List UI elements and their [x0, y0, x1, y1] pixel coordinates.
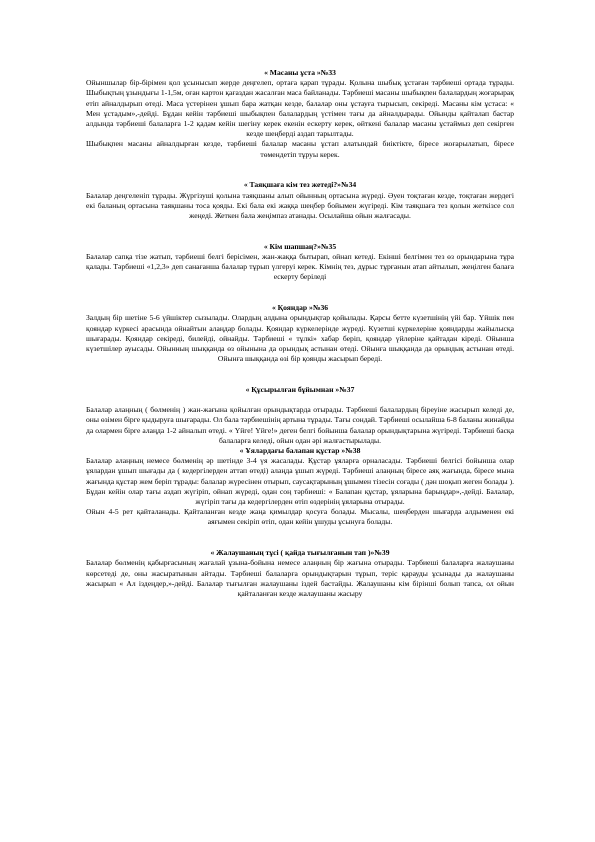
section-title: « Кім шапшаң?»№35: [263, 241, 337, 251]
section-game-39: [86, 548, 514, 599]
section-paragraph: Ойыншылар бір-бірімен қол ұсынысып жерде деңгелеп, ортаға қарап тұрады. Қолына шыбық ұстаған тәрбиеші ортада тұрады. Шыбықтың ұзындығы 1-1,5м, оған картон қағаздан жасалған маса байланады. Тәрбиеші масаны шыбықпен балалардың жоғарырақ етіп айналдырып өтеді. Маса үстерінен ұшып бара жатқан кезде, балалар оны ұстауға тырысып, секіреді. Масаны кім ұстаса: « Мен ұстадым»,-дейді. Бұдан кейін тәрбиеші шыбықпен балалардың үстімен тағы да айналдырады. Ойынды қайталап бастар алдында тәрбиеші балаларға 1-2 қадам кейін шегіну керек екенін ескерту керек, өйткені балалар масаны ұстаймыз деп секірген кезде шеңберді аздап тарылтады.: [86, 78, 514, 139]
section-paragraph: Балалар алаңның ( бөлменің ) жан-жағына қойылған орындықтарда отырады. Тәрбиеші балалардың біреуіне жасырып келеді де, оны өзімен бірге қыдыруға шығарады. Ол бала тәрбиешінің артына тұрады. Тағы сондай. Тәрбиеші осылайша 6-8 баланы жинайды да олармен бірге алаңда 1-2 айналып өтеді. « Үйге! Үйге!» деген белгі бойынша балалар орындықтарына жүгіреді. Тәрбиеші басқа балаларға келеді, ойын одан әрі жалғастырылады.: [86, 405, 514, 445]
section-title: « Құсырылған бұйымнан »№37: [245, 385, 355, 395]
section-paragraph: Залдың бір шетіне 5-6 үйшіктер сызылады. Олардың алдына орындықтар қойылады. Қарсы бетте күзетшінің үйі бар. Үйшік пен қояндар күркесі арасында ойнайтын алаңдар болады. Қояндар күркелерінде жүреді. Күзетші күркелеріне қояндарды жайылысқа шығарады. Қояндар секіреді, билейді, ойнайды. Тәрбиеші « тұлкі» хабар беріп, қояндар үйлеріне қайтадан кіреді. Ойынша күзетшілер ауысады. Ойынның шыққанда өз ойынына да орындық астынан өтеді. Ойынға шыққанда да орындық астынан өтеді. Ойынға шыққанда өзі бір қоянды жасырып береді.: [86, 313, 514, 364]
section-paragraph: Балалар сапқа тізе жатып, тәрбиеші белгі берісімен, жан-жаққа бытырап, ойнап кетеді. Екінші белгімен тез өз орындарына тұра қалады. Тәрбиеші «1,2,3» деп санағанша балалар тұрып үлгеруі керек. Кімнің тез, дұрыс тұрғанын атап айтылып, жеңілген балаға ескерту беріледі: [86, 252, 514, 282]
section-paragraph: Балалар деңгеленіп тұрады. Жүргізуші қолына таяқшаны алып ойынның ортасына жүреді. Әуен тоқтаған кезде, тоқтаған жердегі екі баланың ортасына таяқшаны тоса қояды. Екі бала екі жаққа шеңбер бойымен жүгіреді. Кім таяқшаға тез қолын жеткізсе сол жеңеді. Жеткен бала жеңімпаз атанады. Осылайша ойын жалғасады.: [86, 190, 514, 221]
section-paragraph: Ойын 4-5 рет қайталанады. Қайталанған кезде жаңа қимылдар қосуға болады. Мысалы, шеңберден шығарда алдыменен екі аяғымен секіріп өтіп, одан кейін ұшуды ұсынуға болады.: [86, 507, 514, 527]
section-title: « Таяқшаға кім тез жетеді?»№34: [243, 180, 357, 190]
section-paragraph: Шыбықпен масаны айналдырған кезде, тәрбиеші балалар масаны ұстап алатындай биіктікте, біресе жоғарылатып, біресе төмендетіп тұруы керек.: [86, 139, 514, 159]
document-body: [86, 68, 514, 620]
section-paragraph: Балалар бөлменің қабырғасының жағалай ұзына-бойына немесе алаңның бір жағына отырады. Тәрбиеші балаларға жалаушаны көрсетеді де, оны жасыратынын айтады. Тәрбиеші балаларға орындықтарын тұрып, теріс қарауды ұсынады да жалаушаны жасырып « Ал іздеңдер,»-дейді. Балалар тығылған жалаушаны іздей бастайды. Жалаушаны кім бірінші болып тапса, ол ойын қайталанған кезде жалаушаны жасыру: [86, 558, 514, 599]
section-title: « Қояндар »№36: [271, 303, 329, 313]
section-game-38: [86, 446, 514, 528]
section-game-34: [86, 180, 514, 221]
section-game-35: [86, 242, 514, 283]
section-title: « Жалаушаның тұсі ( қайда тығылғанын тап )»№39: [210, 548, 390, 558]
section-title: « Ұялардағы балапан құстар »№38: [239, 446, 361, 456]
section-game-36: [86, 303, 514, 364]
section-title: « Масаны ұста »№33: [264, 68, 336, 77]
section-game-33: [86, 68, 514, 160]
section-game-37: [86, 385, 514, 446]
section-paragraph: Балалар алаңның немесе бөлменің әр шетінде 3-4 үя жасалады. Құстар ұяларға орналасады. Тәрбиеші белгісі бойынша олар ұялардан ұшып шығады да ( кедергілерден аттап өтеді) алаңда ұшып жүреді. Тәрбиеші алаңның біресе аяқ жағында, біресе мына жағында құстар жем беріп тұрады: балалар жүресінен отырып, саусақтарының ұшымен тізесін соғады ( дән шоқып жеген болады ). Бұдан кейін олар тағы аздап жүгіріп, ойнап жүреді, одан соң тәрбиеші: « Балапан құстар, ұяларына барыңдар»,-дейді. Балалар, жүгіріп тағы да кедергілерден өтіп өздерінің ұяларына отырады.: [86, 456, 514, 507]
